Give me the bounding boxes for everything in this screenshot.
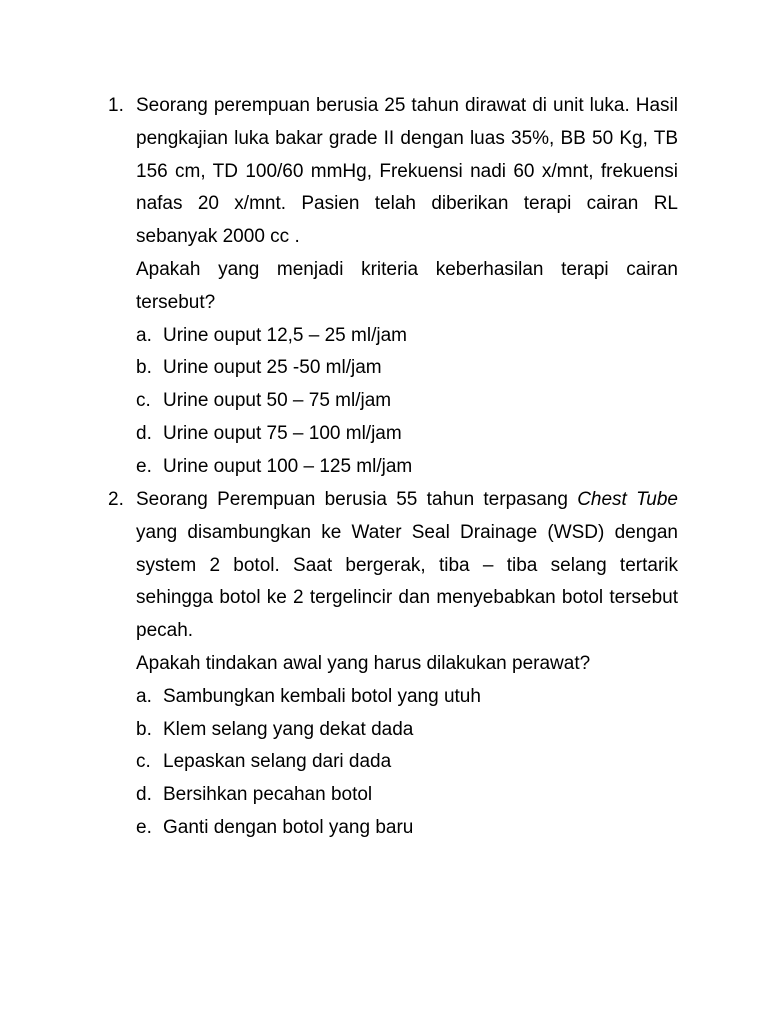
answer-options [136,681,678,845]
option-letter: e. [136,816,152,838]
option-letter: d. [136,422,152,444]
question-body [136,90,678,484]
question-stem [136,484,678,648]
option-c [136,385,678,418]
option-b [136,714,678,747]
option-letter: a. [136,685,152,707]
question-prompt: Apakah tindakan awal yang harus dilakukan perawat? [136,652,591,674]
option-letter: e. [136,455,152,477]
question-number: 1. [108,95,124,116]
option-text: Urine ouput 25 -50 ml/jam [163,357,382,379]
stem-term-italic: Chest Tube [577,489,679,510]
option-text: Urine ouput 100 – 125 ml/jam [163,455,413,477]
option-letter: c. [136,751,151,773]
question-2 [108,484,678,845]
question-body [136,484,678,845]
option-letter: c. [136,390,151,412]
question-number: 2. [108,489,124,510]
option-a [136,681,678,714]
option-letter: b. [136,718,152,740]
option-text: Lepaskan selang dari dada [163,751,392,773]
option-text: Urine ouput 12,5 – 25 ml/jam [163,324,407,346]
option-c [136,746,678,779]
option-e [136,451,678,484]
option-text: Sambungkan kembali botol yang utuh [163,685,481,707]
option-text: Urine ouput 75 – 100 ml/jam [163,422,402,444]
option-e [136,812,678,845]
question-1 [108,90,678,484]
stem-intro: Seorang Perempuan berusia 55 tahun terpasang [136,489,568,510]
question-prompt: Apakah yang menjadi kriteria keberhasilan terapi cairan tersebut? [136,258,678,313]
option-d [136,779,678,812]
option-text: Klem selang yang dekat dada [163,718,414,740]
option-d [136,418,678,451]
question-stem: Seorang perempuan berusia 25 tahun dirawat di unit luka. Hasil pengkajian luka bakar grade II dengan luas 35%, BB 50 Kg, TB 156 cm, TD 100/60 mmHg, Frekuensi nadi 60 x/mnt, frekuensi nafas 20 x/mnt. Pasien telah diberikan terapi cairan RL sebanyak 2000 cc . [136,95,678,248]
stem-rest: yang disambungkan ke Water Seal Drainage (WSD) dengan system 2 botol. Saat bergerak, tiba – tiba selang tertarik sehingga botol ke 2 tergelincir dan menyebabkan botol tersebut pecah. [136,521,678,642]
answer-options [136,320,678,484]
option-letter: b. [136,357,152,379]
option-text: Ganti dengan botol yang baru [163,816,414,838]
option-text: Bersihkan pecahan botol [163,784,373,806]
option-letter: a. [136,324,152,346]
option-b [136,352,678,385]
option-a [136,320,678,353]
option-text: Urine ouput 50 – 75 ml/jam [163,390,392,412]
option-letter: d. [136,784,152,806]
